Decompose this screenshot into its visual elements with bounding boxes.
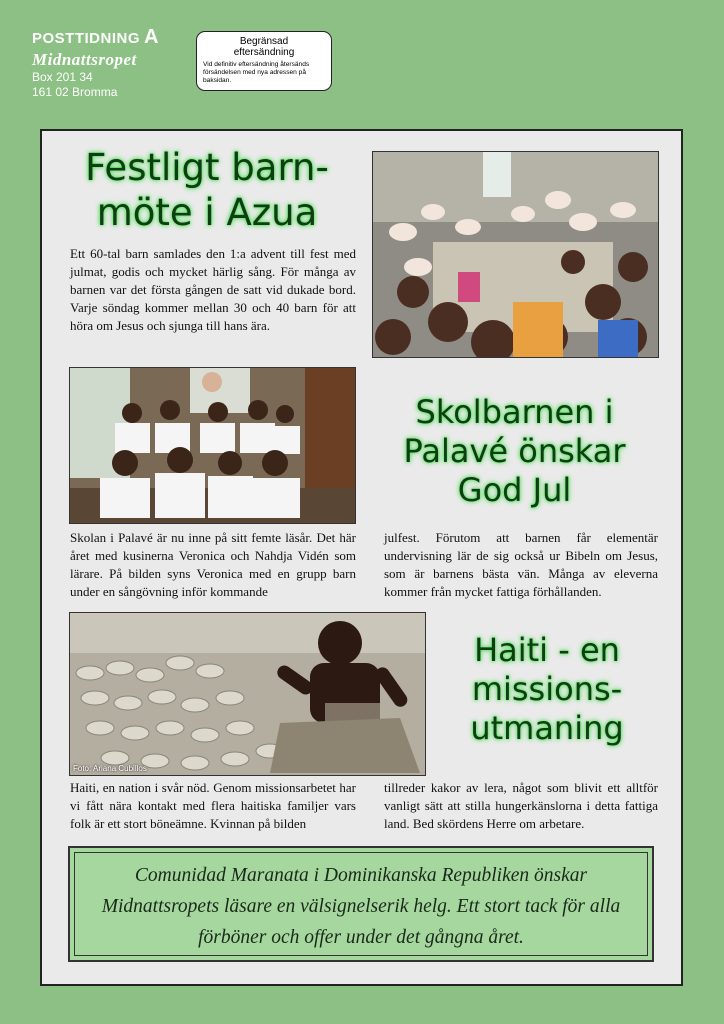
- photo-credit: Foto: Ariana Cubillos: [73, 764, 147, 773]
- article3-headline-line-2: missions-: [471, 670, 623, 709]
- notice-title-line-2: eftersändning: [233, 47, 295, 58]
- notice-text: Vid definitiv eftersändning återsänds försändelsen med nya adressen på baksidan.: [203, 61, 310, 84]
- article3-headline-line-3: utmaning: [470, 709, 624, 748]
- address-line-2: 161 02 Bromma: [32, 85, 118, 99]
- school-children-illustration: [70, 368, 355, 523]
- article2-body-column-1: Skolan i Palavé är nu inne på sitt femte läsår. Det här året med kusinerna Veronica och Nahdja Vidén som lärare. På bilden syns Veronica med en grupp barn under en sångövning inför kommande: [70, 530, 356, 599]
- greeting-banner: Comunidad Maranata i Dominikanska Republiken önskar Midnattsropets läsare en välsignelserik helg. Ett stort tack för alla förböner och offer under det gångna året.: [68, 846, 654, 962]
- notice-title-line-1: Begränsad: [239, 36, 289, 47]
- article2-headline-line-3: God Jul: [457, 471, 572, 510]
- article2-headline-line-1: Skolbarnen i: [415, 393, 614, 431]
- article1-headline-line-2: möte i Azua: [96, 191, 318, 235]
- address-line-1: Box 201 34: [32, 70, 93, 84]
- mud-cakes-illustration: [70, 613, 425, 775]
- article2-headline: [372, 393, 657, 510]
- posttidning-label: POSTTIDNING: [32, 30, 141, 47]
- children-party-illustration: [373, 152, 658, 357]
- article3-body-column-1: Haiti, en nation i svår nöd. Genom missionsarbetet har vi fått nära kontakt med flera haitiska familjer vars folk är ett stort böneämne. Kvinnan på bilden: [70, 780, 356, 831]
- postage-class-letter: A: [144, 26, 159, 48]
- article2-headline-line-2: Palavé önskar: [403, 432, 626, 471]
- article1-headline-line-1: Festligt barn-: [85, 146, 329, 189]
- article1-headline: [62, 145, 352, 235]
- article3-headline-line-1: Haiti - en: [474, 631, 620, 669]
- article1-photo-children-party: [372, 151, 659, 358]
- article3-headline: [434, 631, 660, 748]
- publication-name: Midnattsropet: [32, 50, 137, 69]
- article1-body: Ett 60-tal barn samlades den 1:a advent till fest med julmat, godis och mycket härlig sång. För många av barnen var det första gången de satt vid dukade bord. Varje söndag kommer mellan 30 och 40 barn för att höra om Jesus och sjunga till hans ära.: [70, 246, 356, 333]
- article2-body-column-2: julfest. Förutom att barnen får elementär undervisning lär de sig också ur Bibeln om Jesus, som är barnens bästa vän. Många av eleverna kommer från mycket fattiga förhållanden.: [384, 530, 658, 599]
- article3-photo-mud-cakes: [69, 612, 426, 776]
- article3-body-column-2: tillreder kakor av lera, något som blivit ett alltför vanligt sätt att stilla hungerkänslorna i detta fattiga land. Bed skördens Herre om arbetare.: [384, 780, 658, 831]
- postage-label: [32, 26, 159, 49]
- forwarding-notice: [196, 31, 332, 91]
- article2-photo-school-children: [69, 367, 356, 524]
- mailing-header: [32, 26, 159, 100]
